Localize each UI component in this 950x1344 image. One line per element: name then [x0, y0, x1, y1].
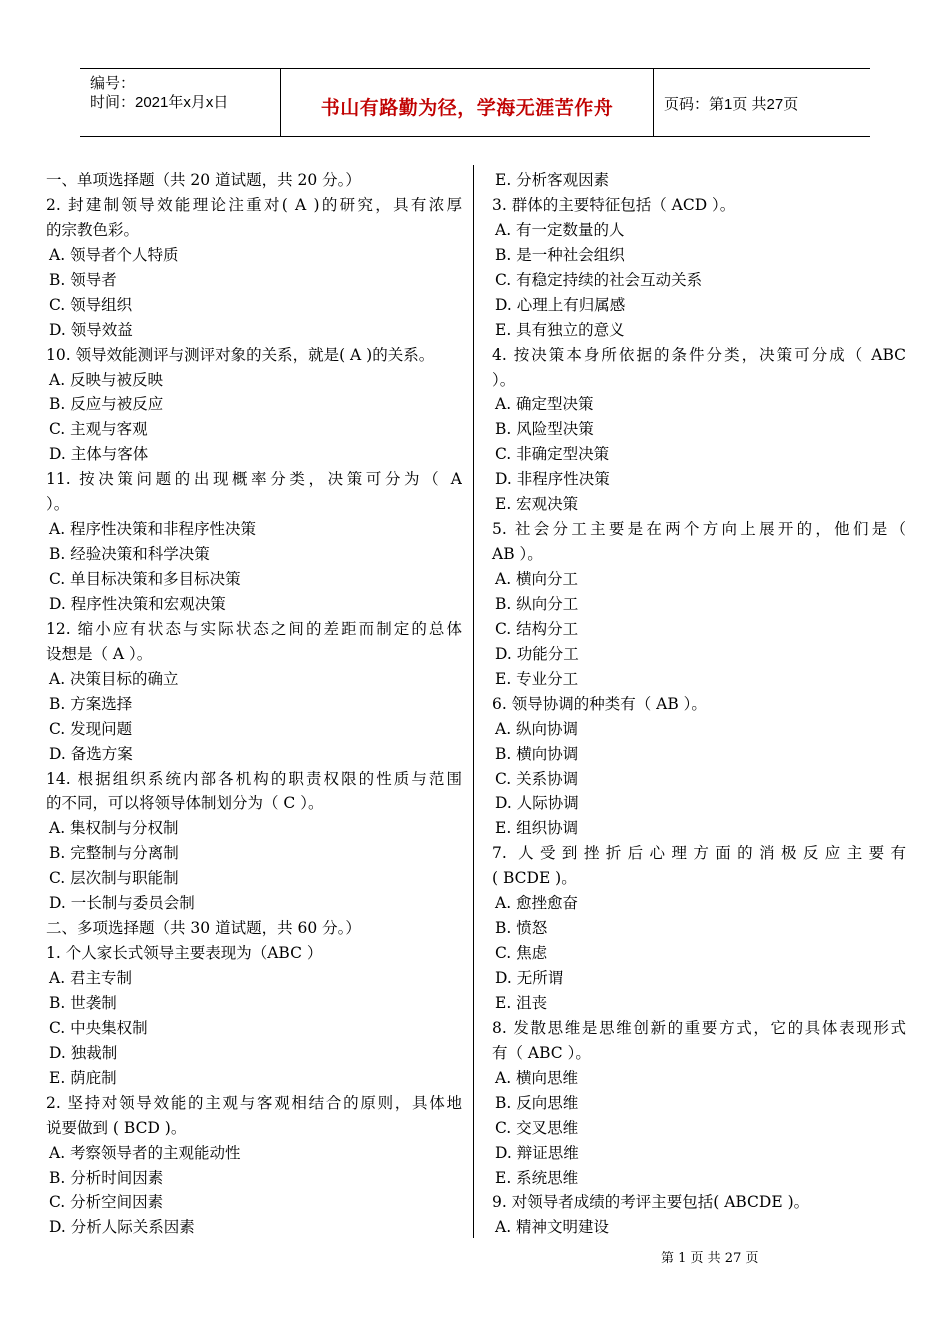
page-footer: 第 1 页 共 27 页	[661, 1251, 759, 1266]
question-text-line: 说要做到 ( BCD )。	[46, 1118, 187, 1137]
page-header	[80, 68, 870, 137]
answer-option: C. 焦虑	[495, 944, 548, 963]
question-text-line: 5. 社会分工主要是在两个方向上展开的，他们是（	[492, 520, 906, 539]
answer-option: D. 备选方案	[49, 744, 133, 763]
left-column	[46, 168, 462, 1240]
answer-option: C. 主观与客观	[49, 420, 148, 439]
answer-option: B. 方案选择	[49, 694, 133, 713]
answer-option: A. 确定型决策	[495, 395, 594, 414]
answer-option: E. 系统思维	[495, 1168, 579, 1187]
answer-option: B. 横向协调	[495, 744, 579, 763]
question-text-line: 1. 个人家长式领导主要表现为（ABC ）	[46, 944, 323, 963]
answer-option: D. 程序性决策和宏观决策	[49, 594, 226, 613]
right-column	[492, 168, 906, 1240]
question-text-line: 11. 按决策问题的出现概率分类，决策可分为（ A	[46, 470, 462, 489]
answer-option: B. 世袭制	[49, 993, 117, 1012]
question-text-line: 14. 根据组织系统内部各机构的职责权限的性质与范围	[46, 769, 462, 788]
answer-option: A. 横向思维	[495, 1068, 579, 1087]
answer-option: D. 无所谓	[495, 969, 564, 987]
question-text-line: 9. 对领导者成绩的考评主要包括( ABCDE )。	[492, 1193, 810, 1212]
answer-option: E. 具有独立的意义	[495, 320, 625, 339]
answer-option: C. 关系协调	[495, 769, 579, 788]
answer-option: D. 功能分工	[495, 644, 579, 663]
answer-option: B. 纵向分工	[495, 594, 579, 613]
answer-option: A. 考察领导者的主观能动性	[49, 1143, 241, 1162]
answer-option: A. 君主专制	[49, 969, 133, 987]
answer-option: D. 一长制与委员会制	[49, 894, 195, 913]
question-text-line: 3. 群体的主要特征包括（ ACD ）。	[492, 195, 736, 214]
answer-option: D. 领导效益	[49, 320, 133, 339]
answer-option: A. 决策目标的确立	[49, 669, 179, 688]
answer-option: A. 横向分工	[495, 570, 579, 588]
header-motto: 书山有路勤为径，学海无涯苦作舟	[320, 97, 614, 119]
question-text-line: 4. 按决策本身所依据的条件分类，决策可分成（ ABC	[492, 345, 906, 364]
answer-option: B. 愤怒	[495, 919, 548, 938]
answer-option: E. 沮丧	[495, 993, 548, 1012]
answer-option: A. 领导者个人特质	[49, 245, 179, 264]
question-text-line: 2. 坚持对领导效能的主观与客观相结合的原则，具体地	[46, 1093, 462, 1112]
question-text-line: AB ）。	[492, 545, 543, 564]
answer-option: C. 层次制与职能制	[49, 869, 179, 888]
answer-option: B. 经验决策和科学决策	[49, 545, 210, 564]
column-divider	[473, 165, 474, 1238]
section-heading: 一、单项选择题（共 20 道试题，共 20 分。）	[46, 171, 361, 189]
doc-date-label: 时间：2021年x月x日	[90, 94, 229, 111]
answer-option: E. 专业分工	[495, 669, 579, 688]
question-text-line: 2. 封建制领导效能理论注重对( A )的研究，具有浓厚	[46, 195, 462, 214]
question-text-line: 10. 领导效能测评与测评对象的关系，就是( A )的关系。	[46, 345, 435, 364]
answer-option: C. 分析空间因素	[49, 1193, 164, 1212]
answer-option: B. 分析时间因素	[49, 1168, 164, 1187]
answer-option: D. 非程序性决策	[495, 470, 610, 489]
answer-option: A. 精神文明建设	[495, 1218, 610, 1237]
answer-option: B. 是一种社会组织	[495, 245, 625, 264]
answer-option: D. 辩证思维	[495, 1143, 579, 1162]
header-motto-cell	[281, 69, 654, 136]
answer-option: D. 人际协调	[495, 794, 579, 813]
question-text-line: 的宗教色彩。	[46, 220, 140, 239]
answer-option: D. 分析人际关系因素	[49, 1218, 195, 1237]
question-text-line: 12. 缩小应有状态与实际状态之间的差距而制定的总体	[46, 619, 462, 638]
answer-option: C. 交叉思维	[495, 1118, 579, 1137]
answer-option: B. 反向思维	[495, 1093, 579, 1112]
question-text-line: 有（ ABC ）。	[492, 1043, 591, 1062]
header-page-info: 页码：第1页 共27页	[664, 96, 799, 113]
header-meta-cell	[80, 69, 281, 136]
question-text-line: ）。	[492, 370, 516, 389]
answer-option: A. 有一定数量的人	[495, 220, 625, 239]
answer-option: B. 反应与被反应	[49, 395, 164, 414]
answer-option: A. 反映与被反映	[49, 370, 164, 389]
header-page-cell	[654, 69, 870, 136]
answer-option: C. 单目标决策和多目标决策	[49, 570, 241, 588]
answer-option: A. 愈挫愈奋	[495, 894, 579, 913]
answer-option: D. 独裁制	[49, 1043, 118, 1062]
question-text-line: 的不同，可以将领导体制划分为（ C ）。	[46, 794, 324, 813]
answer-option: B. 完整制与分离制	[49, 844, 179, 863]
answer-option: E. 分析客观因素	[495, 171, 610, 189]
section-heading: 二、多项选择题（共 30 道试题，共 60 分。）	[46, 919, 361, 938]
answer-option: D. 心理上有归属感	[495, 295, 626, 314]
question-text-line: 6. 领导协调的种类有（ AB ）。	[492, 694, 707, 713]
answer-option: C. 有稳定持续的社会互动关系	[495, 270, 703, 289]
answer-option: E. 荫庇制	[49, 1068, 117, 1087]
answer-option: A. 集权制与分权制	[49, 819, 179, 838]
answer-option: C. 发现问题	[49, 719, 133, 738]
question-text-line: ( BCDE )。	[492, 869, 577, 888]
answer-option: E. 组织协调	[495, 819, 579, 838]
answer-option: C. 中央集权制	[49, 1018, 148, 1037]
question-text-line: ）。	[46, 495, 70, 514]
answer-option: B. 风险型决策	[495, 420, 594, 439]
answer-option: E. 宏观决策	[495, 495, 579, 514]
question-text-line: 8. 发散思维是思维创新的重要方式，它的具体表现形式	[492, 1018, 906, 1037]
answer-option: D. 主体与客体	[49, 445, 149, 464]
answer-option: C. 结构分工	[495, 619, 579, 638]
answer-option: C. 领导组织	[49, 295, 133, 314]
answer-option: A. 程序性决策和非程序性决策	[49, 520, 257, 539]
question-text-line: 7. 人受到挫折后心理方面的消极反应主要有	[492, 844, 906, 863]
answer-option: B. 领导者	[49, 270, 117, 289]
answer-option: C. 非确定型决策	[495, 445, 610, 464]
doc-number-label: 编号：	[90, 75, 136, 92]
question-text-line: 设想是（ A ）。	[46, 644, 153, 663]
answer-option: A. 纵向协调	[495, 719, 579, 738]
